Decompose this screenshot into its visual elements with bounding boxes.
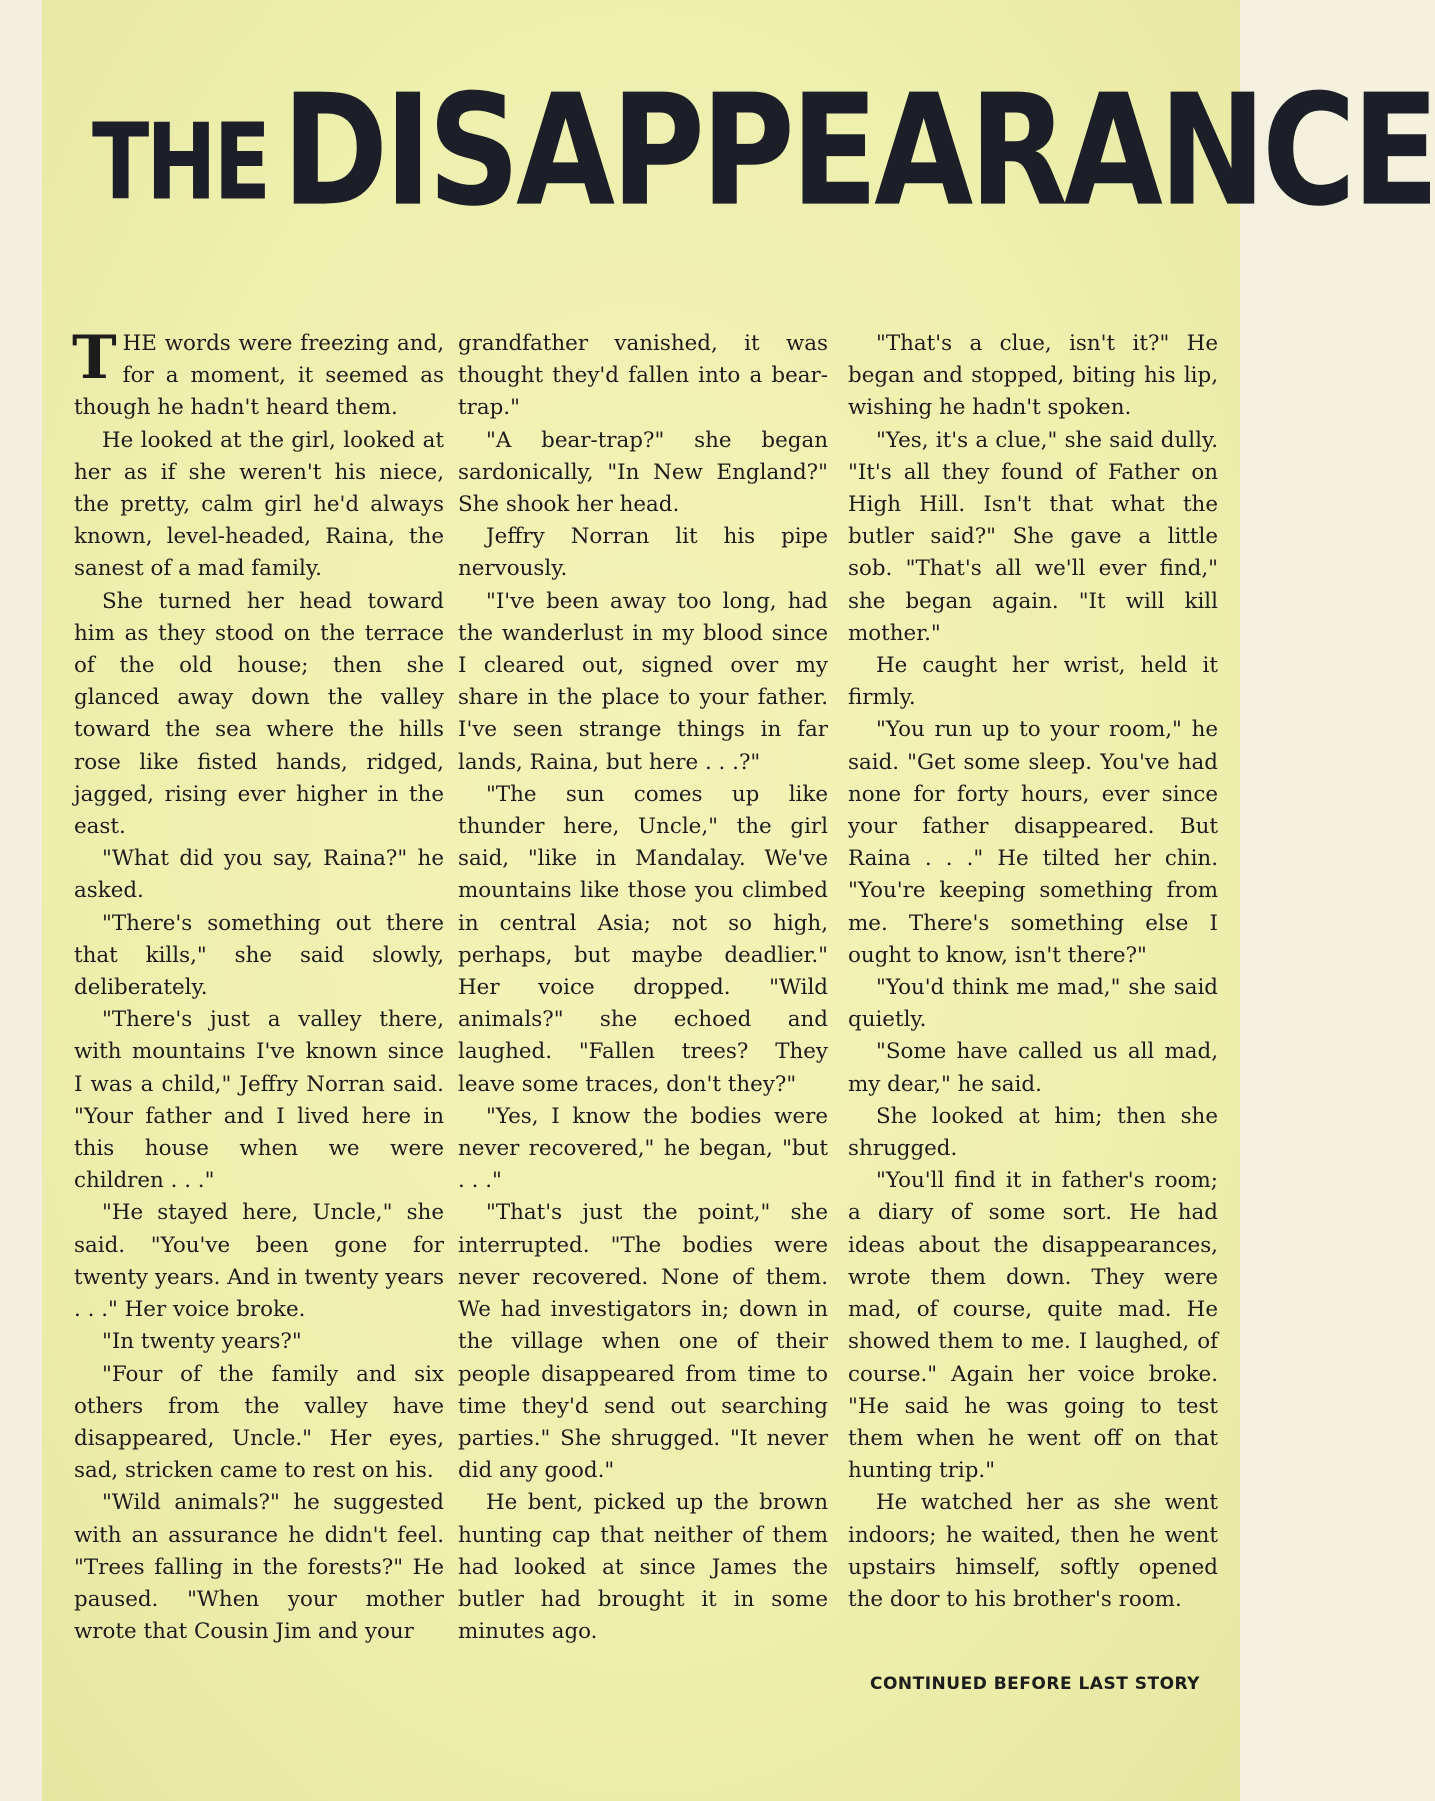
text-column-1 <box>72 323 444 1648</box>
paragraph: "Yes, it's a clue," she said dully. "It's all they found of Father on High Hill. Isn't that what the butler said?" She gave a little sob. "That's all we'll ever find," she began again. "It will kill mother." <box>848 427 1218 646</box>
right-margin <box>1240 0 1280 1801</box>
paragraph <box>72 323 444 425</box>
paragraph: "A bear-trap?" she began sardonically, "In New England?" She shook her head. <box>458 427 828 518</box>
paragraph: "You run up to your room," he said. "Get some sleep. You've had none for forty hours, ever since your father disappeared. But Raina . . ." He tilted her chin. "You're keeping something from me. There's something else I ought to know, isn't there?" <box>848 717 1218 968</box>
title-main-word: DISAPPEARANCE <box>281 62 1435 241</box>
paragraph: "The sun comes up like thunder here, Uncle," the girl said, "like in Mandalay. We've mountains like those you climbed in central Asia; not so high, perhaps, but maybe deadlier." Her voice dropped. "Wild animals?" she echoed and laughed. "Fallen trees? They leave some traces, don't they?" <box>458 781 828 1097</box>
title-small-word: THE <box>92 101 268 224</box>
paragraph: He caught her wrist, held it firmly. <box>848 653 1218 711</box>
paragraph: "You'd think me mad," she said quietly. <box>848 975 1218 1033</box>
paragraph-text: HE words were freezing and, for a moment, it seemed as though he hadn't heard them. <box>74 331 444 421</box>
continued-note: CONTINUED BEFORE LAST STORY <box>869 1674 1200 1694</box>
text-column-2 <box>458 328 828 1648</box>
paragraph: He bent, picked up the brown hunting cap that neither of them had looked at since James the butler had brought it in some minutes ago. <box>458 1490 828 1645</box>
paragraph: "Four of the family and six others from the valley have disappeared, Uncle." Her eyes, sad, stricken came to rest on his. <box>74 1361 444 1484</box>
paragraph: Jeffry Norran lit his pipe nervously. <box>458 524 828 582</box>
drop-cap: T <box>72 323 117 393</box>
paragraph: "He stayed here, Uncle," she said. "You've been gone for twenty years. And in twenty years . . ." Her voice broke. <box>74 1200 444 1323</box>
paragraph: He watched her as she went indoors; he waited, then he went upstairs himself, softly opened the door to his brother's room. <box>848 1490 1218 1612</box>
paragraph: "What did you say, Raina?" he asked. <box>74 846 444 904</box>
text-column-3 <box>848 328 1218 1616</box>
paragraph: She looked at him; then she shrugged. <box>848 1103 1218 1162</box>
paragraph: grandfather vanished, it was thought they'd fallen into a bear-trap." <box>458 331 828 421</box>
paragraph: "You'll find it in father's room; a diary of some sort. He had ideas about the disappearances, wrote them down. They were mad, of course, quite mad. He showed them to me. I laughed, of course." Again her voice broke. "He said he was going to test them when he went off on that hunting trip." <box>848 1168 1218 1484</box>
paragraph: "There's just a valley there, with mountains I've known since I was a child," Jeffry Norran said. "Your father and I lived here in this house when we were children . . ." <box>74 1007 444 1194</box>
paragraph: "In twenty years?" <box>102 1329 302 1355</box>
paragraph: "Some have called us all mad, my dear," he said. <box>848 1039 1218 1097</box>
paragraph: "There's something out there that kills," she said slowly, deliberately. <box>74 910 444 1001</box>
paragraph: He looked at the girl, looked at her as if she weren't his niece, the pretty, calm girl he'd always known, level-headed, Raina, the sanest of a mad family. <box>74 427 444 582</box>
paragraph: "That's just the point," she interrupted. "The bodies were never recovered. None of them. We had investigators in; down in the village when one of their people disappeared from time to time they'd send out searching parties." She shrugged. "It never did any good." <box>458 1200 828 1484</box>
paragraph: "That's a clue, isn't it?" He began and stopped, biting his lip, wishing he hadn't spoken. <box>848 331 1218 421</box>
paragraph: "I've been away too long, had the wanderlust in my blood since I cleared out, signed over my share in the place to your father. I've seen strange things in far lands, Raina, but here . . .?" <box>458 588 828 775</box>
left-margin <box>0 0 42 1801</box>
paragraph: She turned her head toward him as they stood on the terrace of the old house; then she glanced away down the valley toward the sea where the hills rose like fisted hands, ridged, jagged, rising ever higher in the east. <box>74 588 444 840</box>
paragraph: "Wild animals?" he suggested with an assurance he didn't feel. "Trees falling in the forests?" He paused. "When your mother wrote that Cousin Jim and your <box>74 1490 444 1645</box>
story-title <box>92 62 1435 242</box>
paragraph: "Yes, I know the bodies were never recovered," he began, "but . . ." <box>458 1103 828 1194</box>
